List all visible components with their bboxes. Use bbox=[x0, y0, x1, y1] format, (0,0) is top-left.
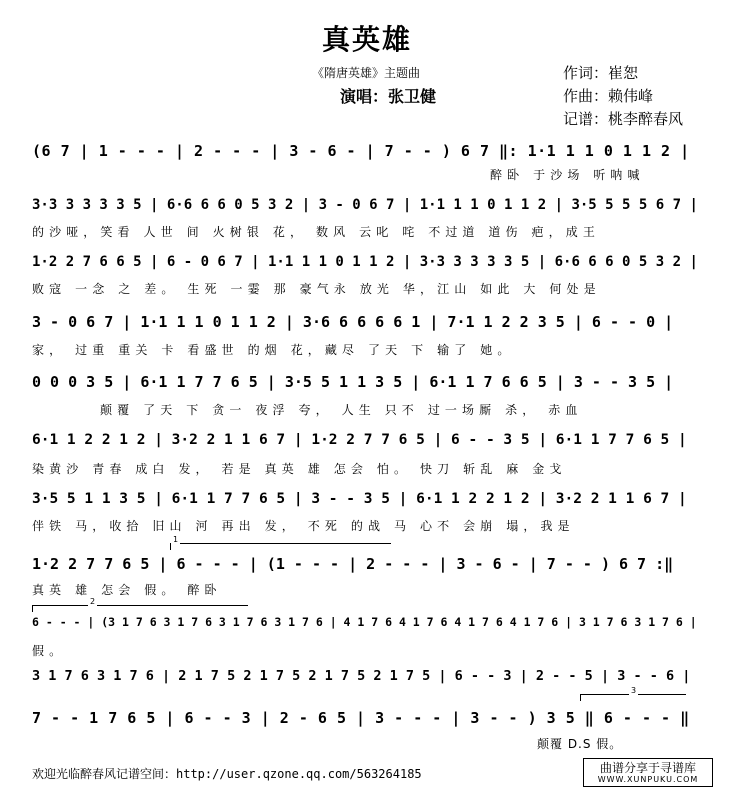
score-row-10 bbox=[0, 668, 734, 690]
notation-line: 3 1 7 6 3 1 7 6 | 2 1 7 5 2 1 7 5 2 1 7 5 2 1 7 5 | 6 - - 3 | 2 - - 5 | 3 - - 6 | bbox=[32, 668, 691, 684]
lyricist-credit: 作词：崔恕 bbox=[563, 64, 639, 82]
score-row-11 bbox=[0, 709, 734, 751]
score-row-4 bbox=[0, 313, 734, 357]
notation-line: 1·2 2 7 6 6 5 | 6 - 0 6 7 | 1·1 1 1 0 1 1 2 | 3·3 3 3 3 3 5 | 6·6 6 6 0 5 3 2 | bbox=[32, 254, 698, 270]
volta-bracket-1 bbox=[170, 535, 391, 550]
site-watermark-badge bbox=[583, 758, 713, 787]
notation-line: 7 - - 1 7 6 5 | 6 - - 3 | 2 - 6 5 | 3 - - - | 3 - - ) 3 5 ‖ 6 - - - ‖ bbox=[32, 709, 690, 727]
lyric-line: 败寇 一念 之 差。 生死 一霎 那 豪气永 放光 华，江山 如此 大 何处是 bbox=[32, 282, 601, 296]
score-row-7 bbox=[0, 491, 734, 533]
singer-credit: 演唱：张卫健 bbox=[340, 87, 437, 106]
triplet-number: 3 bbox=[631, 686, 637, 695]
notation-line: 3 - 0 6 7 | 1·1 1 1 0 1 1 2 | 3·6 6 6 6 6 1 | 7·1 1 2 2 3 5 | 6 - - 0 | bbox=[32, 313, 674, 331]
footer-link-text: 欢迎光临醉春风记谱空间：http://user.qzone.qq.com/563264185 bbox=[32, 767, 422, 781]
lyric-line: 染黄沙 青春 成白 发， 若是 真英 雄 怎会 怕。 快刀 斩乱 麻 金戈 bbox=[32, 462, 567, 476]
lyric-line: 醉卧 于沙场 听呐喊 bbox=[490, 168, 645, 182]
notation-line: 3·5 5 1 1 3 5 | 6·1 1 7 7 6 5 | 3 - - 3 5 | 6·1 1 2 2 1 2 | 3·2 2 1 1 6 7 | bbox=[32, 491, 687, 507]
lyric-line: 颠覆 了天 下 贪一 夜浮 夸， 人生 只不 过一场厮 杀， 赤血 bbox=[100, 403, 583, 417]
triplet-bracket bbox=[580, 686, 686, 701]
transcriber-credit: 记谱：桃李醉春风 bbox=[563, 110, 684, 128]
song-title: 真英雄 bbox=[321, 23, 412, 56]
composer-credit: 作曲：赖伟峰 bbox=[563, 87, 654, 105]
score-row-6 bbox=[0, 432, 734, 476]
score-row-2 bbox=[0, 197, 734, 239]
score-row-9 bbox=[0, 615, 734, 658]
score-row-1 bbox=[0, 142, 734, 182]
notation-line: 6 - - - | (3 1 7 6 3 1 7 6 3 1 7 6 3 1 7 6 | 4 1 7 6 4 1 7 6 4 1 7 6 4 1 7 6 | 3 1 7 6 3 1 7 6 | bbox=[32, 615, 697, 629]
score-row-5 bbox=[0, 373, 734, 417]
badge-title: 曲谱分享于寻谱库 bbox=[599, 761, 696, 775]
lyric-line: 伴铁 马，收拾 旧山 河 再出 发， 不死 的战 马 心不 会崩 塌，我是 bbox=[32, 519, 575, 533]
volta-bracket-2 bbox=[32, 597, 248, 612]
lyric-line: 假。 bbox=[32, 644, 67, 658]
lyric-line: 颠覆 D.S 假。 bbox=[537, 737, 623, 751]
song-subtitle: 《隋唐英雄》主题曲 bbox=[312, 66, 421, 80]
lyric-line: 真英 雄 怎会 假。 醉卧 bbox=[32, 583, 222, 597]
notation-line: 3·3 3 3 3 3 5 | 6·6 6 6 0 5 3 2 | 3 - 0 6 7 | 1·1 1 1 0 1 1 2 | 3·5 5 5 5 6 7 | bbox=[32, 197, 698, 213]
volta-number: 2 bbox=[90, 597, 96, 606]
lyric-line: 的沙哑，笑看 人世 间 火树银 花， 数风 云叱 咤 不过道 道伤 疤，成王 bbox=[32, 225, 600, 239]
notation-line: 6·1 1 2 2 1 2 | 3·2 2 1 1 6 7 | 1·2 2 7 7 6 5 | 6 - - 3 5 | 6·1 1 7 7 6 5 | bbox=[32, 432, 687, 448]
score-row-8 bbox=[0, 555, 734, 597]
score-row-3 bbox=[0, 254, 734, 296]
badge-url: WWW.XUNPUKU.COM bbox=[597, 775, 699, 784]
lyric-line: 家， 过重 重关 卡 看盛世 的烟 花，藏尽 了天 下 输了 她。 bbox=[32, 343, 515, 357]
notation-line: (6 7 | 1 - - - | 2 - - - | 3 - 6 - | 7 - - ) 6 7 ‖: 1·1 1 1 0 1 1 2 | bbox=[32, 142, 690, 160]
notation-line: 1·2 2 7 7 6 5 | 6 - - - | (1 - - - | 2 - - - | 3 - 6 - | 7 - - ) 6 7 :‖ bbox=[32, 555, 674, 573]
notation-line: 0 0 0 3 5 | 6·1 1 7 7 6 5 | 3·5 5 1 1 3 5 | 6·1 1 7 6 6 5 | 3 - - 3 5 | bbox=[32, 373, 674, 391]
volta-number: 1 bbox=[173, 535, 179, 544]
